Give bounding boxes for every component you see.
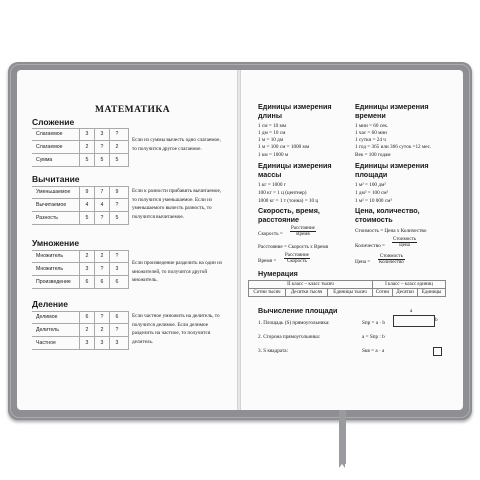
table-row	[249, 289, 446, 297]
table-row	[32, 324, 128, 337]
section-title-addition: Сложение	[32, 117, 75, 127]
cell: 5	[85, 157, 89, 163]
row-label: Множитель	[36, 266, 64, 272]
table-divider	[79, 128, 80, 167]
cell: ?	[115, 131, 119, 137]
row-label: Вычитаемое	[36, 202, 67, 208]
class-header: I класс – класс единиц	[372, 281, 445, 289]
row-label: Слагаемое	[36, 131, 63, 137]
time-line: 1 час = 60 мин	[355, 130, 387, 136]
cell: 3	[85, 340, 89, 346]
table-row	[32, 199, 128, 212]
row-label: Делимое	[36, 314, 58, 320]
cell: 9	[85, 189, 89, 195]
table-row	[32, 154, 128, 167]
bookmark-ribbon	[339, 410, 346, 464]
table-row	[249, 281, 446, 289]
fraction	[284, 253, 310, 264]
section-title-division: Деление	[32, 299, 68, 309]
formula: Расстояние = Скорость х Время	[258, 244, 329, 250]
cell: 6	[115, 279, 119, 285]
length-line: 1 м = 100 см = 1000 мм	[258, 144, 310, 150]
table-row	[32, 141, 128, 154]
numbering-table	[248, 280, 446, 297]
length-line: 1 см = 10 мм	[258, 123, 287, 129]
cell: 2	[85, 144, 89, 150]
table-row	[32, 186, 128, 199]
heading-mass-units: Единицы измерения массы	[258, 161, 332, 179]
cell: 3	[100, 340, 104, 346]
table-divider	[94, 311, 95, 350]
cell: 5	[115, 215, 119, 221]
cell: ?	[100, 266, 104, 272]
fraction	[392, 237, 417, 248]
right-page	[241, 70, 463, 410]
cell: 9	[115, 189, 119, 195]
cell: 4	[100, 202, 104, 208]
fraction-numerator: Стоимость	[379, 254, 403, 259]
cell: ?	[100, 144, 104, 150]
formula: Стоимость = Цена х Количество	[355, 228, 427, 234]
table-row	[32, 276, 128, 289]
cell: 3	[115, 266, 119, 272]
table-cell: Единицы тысяч	[328, 289, 373, 297]
table-divider	[94, 250, 95, 289]
cell: ?	[100, 314, 104, 320]
fraction	[378, 254, 405, 265]
rule-text: Если из суммы вычесть одно слагаемое, то получится другое слагаемое.	[132, 137, 221, 152]
cell: 5	[85, 215, 89, 221]
heading-time-units: Единицы измерения времени	[355, 102, 429, 120]
heading-speed: Скорость, время, расстояние	[258, 206, 320, 224]
row-label: Уменьшаемое	[36, 189, 71, 195]
class-header: II класс – класс тысяч	[249, 281, 373, 289]
table-divider	[94, 128, 95, 167]
area-line: 1 м² = 100 дм²	[355, 182, 386, 188]
fraction-numerator: Расстояние	[291, 226, 315, 231]
area-calc-line: 2. Сторона прямоугольника:	[258, 334, 321, 340]
cell: 7	[100, 189, 104, 195]
cell: 2	[85, 327, 89, 333]
table-cell: Десятки тысяч	[285, 289, 327, 297]
row-label: Произведение	[36, 279, 71, 285]
cell: 4	[85, 202, 89, 208]
table-row	[32, 250, 128, 263]
heading-area-units: Единицы измерения площади	[355, 161, 429, 179]
table-divider	[79, 250, 80, 289]
cell: ?	[115, 202, 119, 208]
section-title-subtraction: Вычитание	[32, 174, 80, 184]
table-divider	[128, 128, 129, 167]
time-line: Век = 100 годам	[355, 152, 391, 158]
area-calc-line: 1. Площадь (S) прямоугольника:	[258, 320, 330, 326]
length-line: 1 дм = 10 см	[258, 130, 286, 136]
cell: 3	[100, 131, 104, 137]
cell: ?	[115, 253, 119, 259]
table-divider	[128, 311, 129, 350]
side-label-a: a	[410, 308, 413, 314]
cell: 6	[85, 279, 89, 285]
mass-line: 1000 кг = 1 т (тонна) = 10 ц	[258, 198, 319, 204]
rule-text: Если произведение разделить на один из множителей, то получится другой множитель.	[132, 260, 222, 283]
row-label: Слагаемое	[36, 144, 63, 150]
row-label: Сумма	[36, 157, 53, 163]
cell: 2	[100, 253, 104, 259]
rule-text: Если частное умножить на делитель, то получится делимое. Если делимое разделить на частное, то получится делитель.	[132, 313, 220, 345]
table-row	[32, 263, 128, 276]
cell: 3	[115, 340, 119, 346]
table-row	[32, 311, 128, 324]
table-cell: Сотни	[372, 289, 392, 297]
area-formula: a = Sпр : b	[362, 334, 385, 340]
cell: ?	[115, 327, 119, 333]
mass-line: 100 кг = 1 ц (центнер)	[258, 190, 307, 196]
heading-length-units: Единицы измерения длины	[258, 102, 332, 120]
rectangle-diagram	[393, 315, 435, 327]
cell: 6	[100, 279, 104, 285]
area-line: 1 дм² = 100 см²	[355, 190, 389, 196]
time-line: 1 сутки = 24 ч	[355, 137, 386, 143]
fraction-denominator: Скорость	[287, 259, 307, 264]
mass-line: 1 кг = 1000 г	[258, 182, 286, 188]
section-title-multiplication: Умножение	[32, 238, 80, 248]
formula-left: Время =	[258, 258, 277, 264]
length-line: 1 м = 10 дм	[258, 137, 284, 143]
table-row	[32, 128, 128, 141]
heading-price: Цена, количество, стоимость	[355, 206, 420, 224]
page-title: МАТЕМАТИКА	[95, 105, 171, 115]
formula-left: Скорость =	[258, 231, 283, 237]
area-formula: Sпр = a · b	[362, 320, 385, 326]
heading-area-calc: Вычисление площади	[258, 306, 338, 315]
cell: 6	[85, 314, 89, 320]
row-label: Разность	[36, 215, 58, 221]
row-label: Делитель	[36, 327, 59, 333]
book-spine-gutter	[237, 70, 241, 410]
rule-text: Если к разности прибавить вычитаемое, то получится уменьшаемое. Если из уменьшаемого вычесть разность, то получится вычитаемое.	[132, 188, 222, 220]
table-cell: Сотни тысяч	[249, 289, 286, 297]
cell: 6	[115, 314, 119, 320]
table-divider	[109, 311, 110, 350]
fraction-denominator: Время	[296, 232, 310, 237]
area-line: 1 м² = 10 000 см²	[355, 198, 392, 204]
cell: 2	[100, 327, 104, 333]
table-divider	[109, 186, 110, 225]
cell: 3	[85, 266, 89, 272]
table-row	[32, 337, 128, 350]
table-cell: Десятки	[392, 289, 417, 297]
cell: ?	[100, 215, 104, 221]
table-divider	[94, 186, 95, 225]
length-line: 1 км = 1000 м	[258, 152, 289, 158]
cell: 3	[85, 131, 89, 137]
table-divider	[109, 128, 110, 167]
table-divider	[128, 250, 129, 289]
table-row	[32, 212, 128, 225]
cell: 5	[100, 157, 104, 163]
table-cell: Единицы	[418, 289, 446, 297]
cell: 2	[115, 144, 119, 150]
fraction-denominator: Количество	[379, 260, 404, 265]
time-line: 1 мин = 60 сек.	[355, 123, 389, 129]
fraction-denominator: Цена	[399, 243, 410, 248]
fraction	[290, 226, 316, 237]
heading-numbering: Нумерация	[258, 269, 298, 278]
formula-left: Цена =	[355, 259, 371, 265]
cell: 2	[85, 253, 89, 259]
fraction-numerator: Расстояние	[285, 253, 309, 258]
row-label: Частное	[36, 340, 56, 346]
fraction-numerator: Стоимость	[393, 237, 417, 242]
area-calc-line: 3. S квадрата:	[258, 348, 289, 354]
area-formula: Sкв = a · a	[362, 348, 385, 354]
time-line: 1 год = 365 или 366 суток =12 мес.	[355, 144, 432, 150]
formula-left: Количество =	[355, 243, 385, 249]
table-divider	[128, 186, 129, 225]
cell: 5	[115, 157, 119, 163]
square-diagram	[433, 347, 442, 356]
table-divider	[79, 311, 80, 350]
table-divider	[109, 250, 110, 289]
side-label-b: b	[435, 317, 438, 323]
table-divider	[79, 186, 80, 225]
row-label: Множитель	[36, 253, 64, 259]
